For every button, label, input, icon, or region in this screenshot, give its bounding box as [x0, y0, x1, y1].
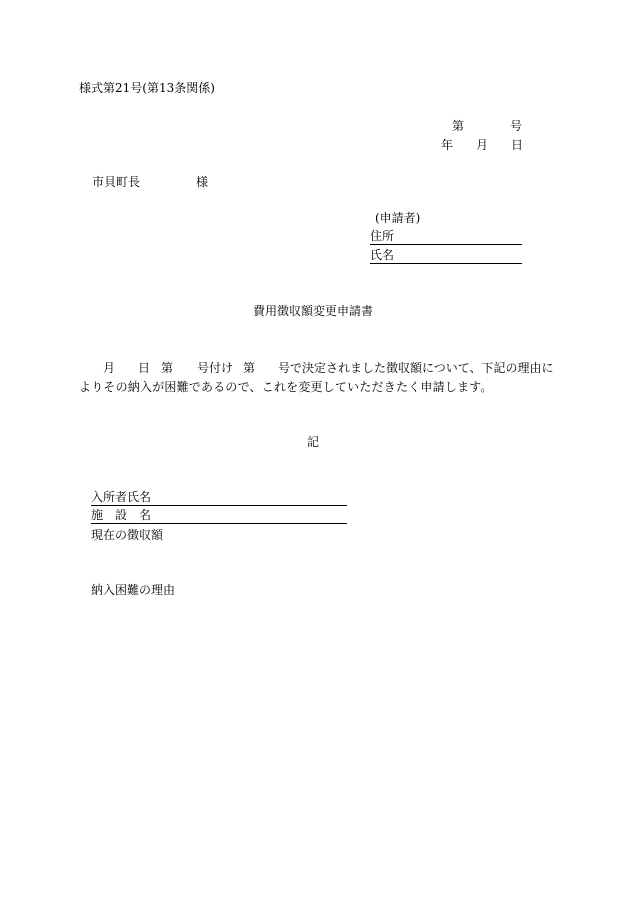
current-amount-label: 現在の徴収額: [91, 528, 164, 542]
body-gotsuke: 号付け: [197, 361, 234, 375]
addressee-honorific: 様: [196, 175, 209, 189]
resident-name-label: 入所者氏名: [91, 490, 152, 504]
body-month: 月: [103, 361, 116, 375]
applicant-address-label: 住所: [370, 229, 395, 243]
addressee-name: 市貝町長: [92, 175, 141, 189]
body-line1-rest: 号で決定されました徴収額について、下記の理由に: [278, 361, 554, 375]
applicant-name-label: 氏名: [370, 248, 395, 262]
body-dai-2: 第: [243, 361, 256, 375]
applicant-label: (申請者): [375, 211, 421, 225]
date-year: 年: [441, 138, 454, 152]
document-title: 費用徴収額変更申請書: [253, 304, 374, 318]
body-day: 日: [138, 361, 151, 375]
date-month: 月: [476, 138, 489, 152]
facility-name-label: 施 設 名: [91, 508, 152, 522]
facility-name-field[interactable]: [91, 509, 347, 524]
reference-dai: 第: [452, 119, 465, 133]
resident-name-field[interactable]: [91, 491, 347, 506]
applicant-name-field[interactable]: [370, 249, 522, 264]
form-number: 様式第21号(第13条関係): [79, 81, 215, 95]
body-dai-1: 第: [161, 361, 174, 375]
ki-marker: 記: [307, 435, 320, 449]
reference-go: 号: [510, 119, 523, 133]
body-line2: よりその納入が困難であるので、これを変更していただきたく申請します。: [79, 380, 493, 394]
date-day: 日: [511, 138, 524, 152]
applicant-address-field[interactable]: [370, 230, 522, 245]
reason-label: 納入困難の理由: [91, 583, 176, 597]
